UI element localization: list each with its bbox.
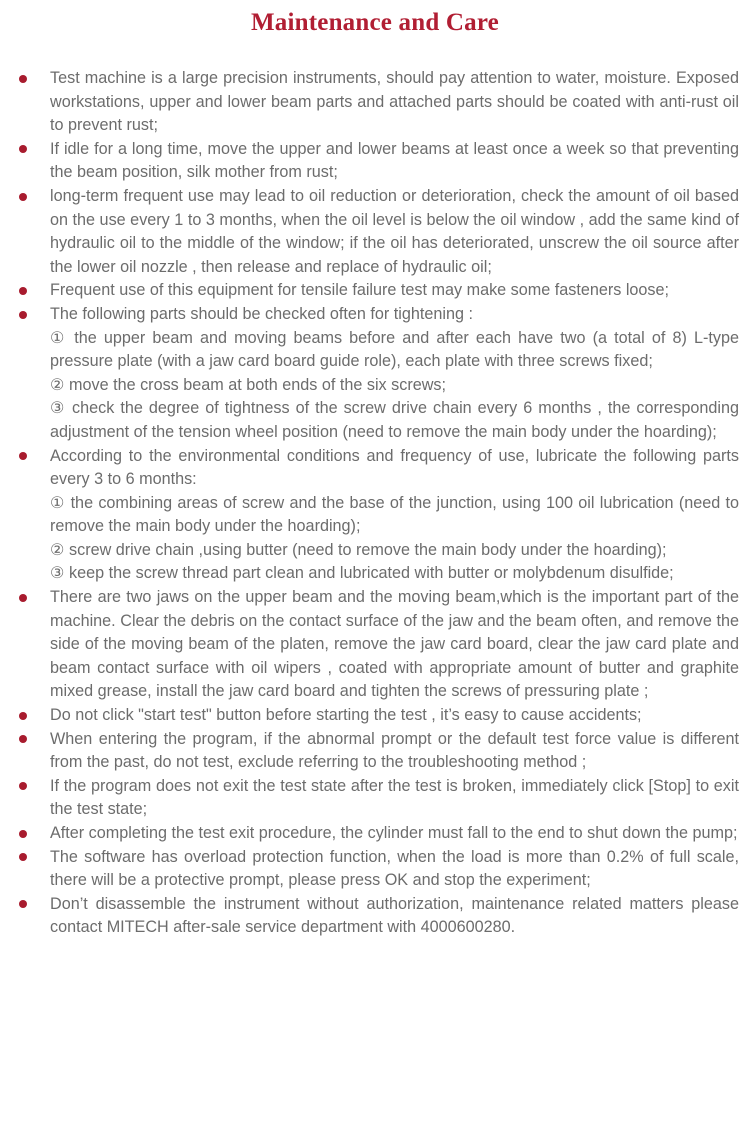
- list-item: [50, 775, 739, 822]
- list-item-paragraph: ② screw drive chain ,using butter (need to remove the main body under the hoarding);: [50, 540, 667, 559]
- list-item: [50, 822, 739, 846]
- list-item: [50, 893, 739, 940]
- list-item-paragraph: When entering the program, if the abnormal prompt or the default test force value is different from the past, do not test, exclude referring to the troubleshooting method ;: [50, 729, 739, 772]
- list-item: [50, 704, 739, 728]
- list-item: [50, 67, 739, 138]
- list-item-paragraph: According to the environmental conditions and frequency of use, lubricate the following parts every 3 to 6 months:: [50, 446, 739, 489]
- list-item: [50, 138, 739, 185]
- list-item-paragraph: ③ check the degree of tightness of the screw drive chain every 6 months , the corresponding adjustment of the tension wheel position (need to remove the main body under the hoarding);: [50, 399, 739, 441]
- list-item-paragraph: ① the upper beam and moving beams before and after each have two (a total of 8) L-type pressure plate (with a jaw card board guide role), each plate with three screws fixed;: [50, 328, 739, 371]
- list-item: [50, 445, 739, 587]
- list-item: [50, 586, 739, 704]
- list-item-paragraph: The following parts should be checked often for tightening :: [50, 304, 473, 323]
- list-item-paragraph: ① the combining areas of screw and the base of the junction, using 100 oil lubrication (need to remove the main body under the hoarding);: [50, 493, 739, 536]
- list-item-paragraph: There are two jaws on the upper beam and the moving beam,which is the important part of the machine. Clear the debris on the contact surface of the jaw and the beam often, and remove the side of the moving beam of the platen, remove the jaw card board, clear the jaw card plate and beam contact surface with oil wipers , coated with appropriate amount of butter and graphite mixed grease, install the jaw card board and tighten the screws of pressuring plate ;: [50, 588, 739, 701]
- list-item-paragraph: ③ keep the screw thread part clean and lubricated with butter or molybdenum disulfide;: [50, 564, 674, 583]
- page-title: Maintenance and Care: [251, 9, 499, 36]
- list-item-paragraph: long-term frequent use may lead to oil reduction or deterioration, check the amount of oil based on the use every 1 to 3 months, when the oil level is below the oil window , add the same kind of hydraulic oil to the middle of the window; if the oil has deteriorated, unscrew the oil source after the lower oil nozzle , then release and replace of hydraulic oil;: [50, 186, 739, 276]
- list-item: [50, 728, 739, 775]
- list-item-paragraph: Test machine is a large precision instruments, should pay attention to water, moisture. Exposed workstations, upper and lower beam parts and attached parts should be coated with anti-rust oil to prevent rust;: [50, 69, 739, 135]
- list-item: [50, 279, 739, 303]
- list-item: [50, 303, 739, 445]
- list-item-paragraph: If the program does not exit the test state after the test is broken, immediately click [Stop] to exit the test state;: [50, 776, 739, 819]
- list-item: [50, 185, 739, 279]
- maintenance-list: [0, 37, 750, 940]
- list-item-paragraph: After completing the test exit procedure, the cylinder must fall to the end to shut down the pump;: [50, 824, 738, 842]
- list-item-paragraph: Don’t disassemble the instrument without authorization, maintenance related matters please contact MITECH after-sale service department with 4000600280.: [50, 894, 739, 937]
- list-item: [50, 846, 739, 893]
- list-item-paragraph: If idle for a long time, move the upper and lower beams at least once a week so that preventing the beam position, silk mother from rust;: [50, 139, 739, 182]
- list-item-paragraph: Do not click "start test" button before starting the test , it’s easy to cause accidents;: [50, 706, 642, 725]
- list-item-paragraph: ② move the cross beam at both ends of the six screws;: [50, 375, 446, 394]
- list-item-paragraph: The software has overload protection function, when the load is more than 0.2% of full scale, there will be a protective prompt, please press OK and stop the experiment;: [50, 847, 739, 890]
- list-item-paragraph: Frequent use of this equipment for tensile failure test may make some fasteners loose;: [50, 281, 670, 300]
